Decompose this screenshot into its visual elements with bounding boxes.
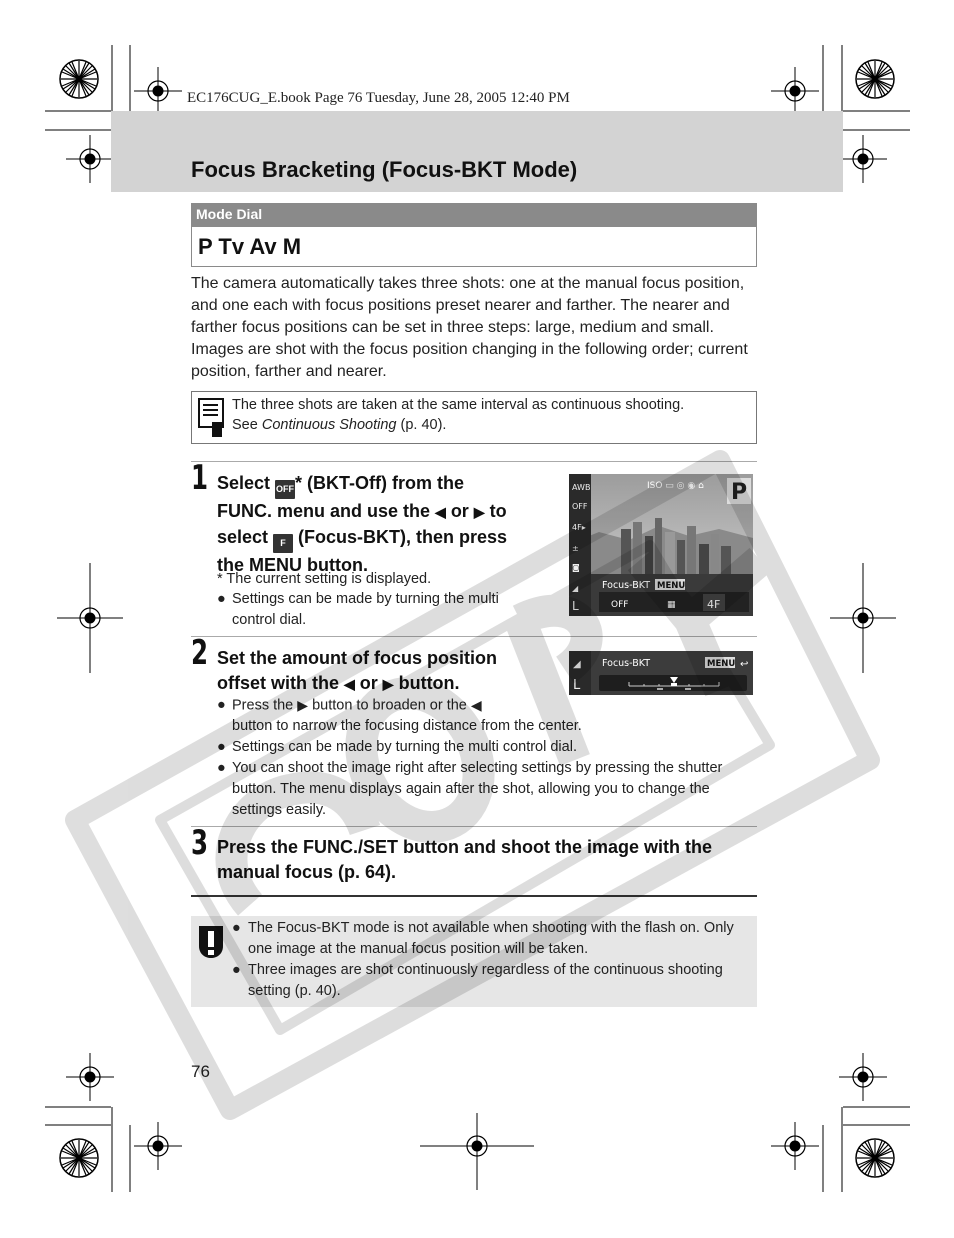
bullet-dot-icon: ● (217, 739, 226, 755)
note-text (232, 395, 684, 435)
svg-text:OFF: OFF (572, 502, 588, 511)
step2-number: 2 (191, 633, 209, 673)
note-line1: The three shots are taken at the same interval as continuous shooting. (232, 397, 685, 413)
step1-title: Select OFF* (BKT-Off) from the FUNC. menu and use the ◀ or ▶ to select F (Focus-BKT), then press the MENU button. (217, 473, 508, 575)
svg-text:◢: ◢ (572, 584, 579, 593)
memo-icon (198, 398, 224, 438)
step1-bullet: ● Settings can be made by turning the multi control dial. (217, 591, 499, 628)
step2-title: Set the amount of focus position offset with the ◀ or ▶ button. (217, 646, 562, 696)
step3-title: Press the FUNC./SET button and shoot the image with the manual focus (p. 64). (217, 837, 713, 882)
bkt-off-icon: OFF (275, 480, 295, 499)
step2-bullet3: ● You can shoot the image right after selecting settings by pressing the shutter button. The menu displays again after the shot, allowing you to change the settings easily. (217, 760, 723, 818)
left-arrow-icon: ◀ (470, 697, 482, 713)
page-number: 76 (191, 1062, 210, 1081)
note-ref-title: Continuous Shooting (261, 417, 397, 433)
mode-dial-modes: P Tv Av M (191, 227, 757, 267)
note-ref-page: (p. 40). (396, 417, 447, 433)
caution-box (191, 916, 757, 1007)
steps-bottom-rule (191, 895, 757, 897)
page-title: Focus Bracketing (Focus-BKT Mode) (191, 157, 578, 182)
right-arrow-icon: ▶ (297, 697, 309, 713)
svg-text:▦: ▦ (667, 600, 676, 610)
lcd-menu-label: MENU (657, 581, 686, 591)
caution-text (232, 918, 752, 1002)
bullet-dot-icon: ● (232, 920, 241, 936)
bullet-dot-icon: ● (217, 760, 226, 776)
caution-bullet2: ● Three images are shot continuously regardless of the continuous shooting setting (p. 40). (232, 962, 723, 999)
svg-text:L: L (573, 678, 581, 693)
lcd2-menu-label: MENU (707, 659, 736, 669)
book-info-line: EC176CUG_E.book Page 76 Tuesday, June 28, 2005 12:40 PM (187, 90, 570, 106)
lcd2-focus-bkt-label: Focus-BKT (602, 658, 651, 669)
step2-bullet1: ● Press the ▶ button to broaden or the ◀ button to narrow the focusing distance from the center. (217, 697, 582, 735)
svg-text:4F▸: 4F▸ (572, 523, 586, 532)
svg-text:L: L (572, 599, 579, 613)
left-arrow-icon: ◀ (344, 675, 355, 692)
step3-top-rule (191, 826, 757, 827)
svg-text:OFF: OFF (611, 600, 629, 610)
left-arrow-icon: ◀ (435, 504, 446, 520)
intro-paragraph: The camera automatically takes three shots: one at the manual focus position, and one each with focus positions preset nearer and farther. The nearer and farther focus positions can be set in three steps: large, medium and small. Images are shot with the focus position changing in the following order; current position, farther and nearer. (191, 275, 748, 380)
note-box (191, 391, 757, 444)
bullet-dot-icon: ● (217, 697, 226, 713)
focus-bkt-icon: F (273, 534, 293, 553)
caution-bullet1: ● The Focus-BKT mode is not available when shooting with the flash on. Only one image at the manual focus position will be taken. (232, 920, 734, 957)
step1-top-rule (191, 461, 757, 462)
step2-top-rule (191, 636, 757, 637)
step1-number: 1 (191, 458, 209, 498)
bullet-dot-icon: ● (232, 962, 241, 978)
step1-footnote: * The current setting is displayed. (217, 571, 432, 587)
caution-icon (195, 924, 227, 964)
right-arrow-icon: ▶ (473, 504, 485, 520)
step3-number: 3 (191, 823, 209, 863)
svg-text:◙: ◙ (572, 563, 580, 572)
lcd-mode-letter: P (730, 480, 748, 505)
svg-text:4F: 4F (707, 598, 721, 611)
right-arrow-icon: ▶ (382, 675, 394, 692)
svg-text:AWB: AWB (572, 483, 591, 492)
lcd-focus-bkt-label: Focus-BKT (602, 580, 651, 591)
svg-text:◢: ◢ (573, 659, 581, 670)
svg-text:±: ± (572, 544, 579, 553)
note-see: See (232, 417, 262, 433)
lcd-screen-step1 (569, 474, 753, 616)
mode-dial-label: Mode Dial (191, 203, 757, 227)
step2-bullet2: ● Settings can be made by turning the multi control dial. (217, 737, 747, 758)
svg-text:ISO ▭ ◎ ◉ ⌂: ISO ▭ ◎ ◉ ⌂ (647, 481, 704, 491)
svg-text:↩: ↩ (740, 659, 749, 670)
lcd-screen-step2 (569, 651, 753, 695)
bullet-dot-icon: ● (217, 591, 226, 607)
